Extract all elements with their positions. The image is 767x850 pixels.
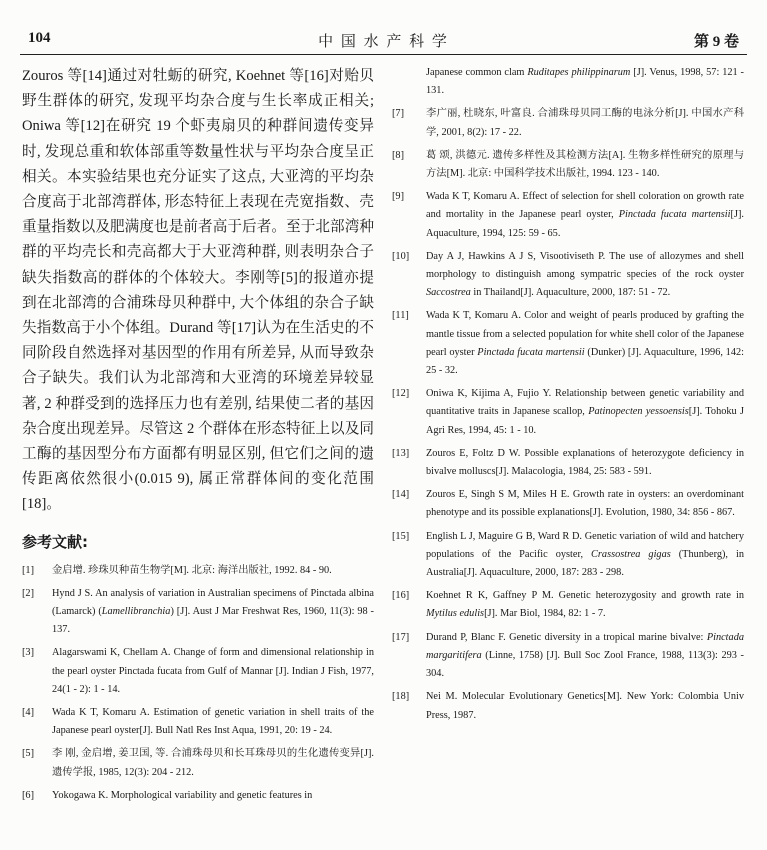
reference-text: Koehnet R K, Gaffney P M. Genetic heterozygosity and growth rate in [426, 590, 744, 602]
reference-item [392, 105, 744, 141]
reference-item [392, 307, 744, 380]
reference-item [392, 486, 744, 522]
reference-text-tail: (Thunberg), in Australia[J]. Aquaculture, 2000, 187: 283 - 298. [426, 548, 745, 579]
reference-item [392, 688, 744, 724]
reference-item [392, 629, 744, 684]
reference-number: [2] [22, 587, 35, 599]
references-list-left [22, 562, 374, 805]
reference-item [392, 587, 744, 623]
reference-text: 葛 颂, 洪德元. 遗传多样性及其检测方法[A]. 生物多样性研究的原理与方法[M]. 北京: 中国科学技术出版社, 1994. 123 - 140. [426, 149, 744, 180]
reference-italic-text: Lamellibranchia [101, 606, 171, 618]
reference-text: English L J, Maguire G B, Ward R D. Genetic variation of wild and hatchery populations of the Pacific oyster, [426, 530, 744, 560]
reference-text: Wada K T, Komaru A. Effect of selection for shell coloration on growth rate and mortality in the Japanese pearl oyster, [426, 191, 744, 221]
right-column [392, 64, 744, 730]
header-rule [20, 54, 747, 55]
reference-text: Yokogawa K. Morphological variability and genetic features in [52, 789, 313, 801]
reference-text: Hynd J S. An analysis of variation in Australian specimens of Pinctada albina (Lamarck) ( [52, 587, 374, 618]
volume-label: 第 9 卷 [693, 34, 739, 50]
reference-text: 李广丽, 杜晓东, 叶富良. 合浦珠母贝同工酶的电泳分析[J]. 中国水产科学, 2001, 8(2): 17 - 22. [426, 108, 744, 138]
reference-item [392, 445, 744, 481]
references-heading: 参考文献: [22, 532, 88, 551]
reference-item [22, 745, 374, 781]
reference-number: [8] [392, 149, 405, 161]
reference-text: 李 刚, 金启增, 姜卫国, 等. 合浦珠母贝和长耳珠母贝的生化遗传变异[J]. 遗传学报, 1985, 12(3): 204 - 212. [52, 748, 374, 778]
reference-italic-text: Patinopecten yessoensis [588, 406, 689, 418]
reference-item [22, 787, 374, 805]
reference-text-tail: [J]. Venus, 1998, 57: 121 - 131. [426, 67, 744, 97]
reference-italic-text: Mytilus edulis [426, 608, 485, 620]
reference-text-tail: [J]. Tohoku J Agri Res, 1994, 45: 1 - 10. [426, 406, 744, 436]
reference-item [392, 188, 744, 243]
reference-text: Day A J, Hawkins A J S, Visootiviseth P. The use of allozymes and shell morphology to distinguish among sympatric species of the rock oyster [426, 250, 744, 281]
reference-italic-text: Saccostrea [426, 287, 471, 299]
reference-text: Nei M. Molecular Evolutionary Genetics[M]. New York: Colombia Univ Press, 1987. [426, 691, 744, 721]
reference-item [22, 644, 374, 699]
running-header [20, 22, 747, 52]
reference-italic-text: Pinctada margaritifera [426, 631, 744, 661]
reference-number: [6] [22, 789, 35, 801]
reference-item [22, 585, 374, 640]
reference-text: Durand P, Blanc F. Genetic diversity in a tropical marine bivalve: [426, 631, 707, 643]
reference-text: Japanese common clam [426, 67, 528, 78]
reference-item [392, 385, 744, 440]
reference-number: [4] [22, 707, 35, 719]
reference-text-tail: [J]. Mar Biol, 1984, 82: 1 - 7. [484, 608, 606, 620]
reference-italic-text: Pinctada fucata martensii [618, 209, 731, 221]
reference-number: [16] [392, 590, 410, 602]
reference-text: Wada K T, Komaru A. Color and weight of pearls produced by grafting the mantle tissue from a selected population for white shell color of the Japanese pearl oyster [426, 310, 744, 358]
reference-number: [18] [392, 691, 410, 703]
reference-text: 金启增. 珍珠贝种苗生物学[M]. 北京: 海洋出版社, 1992. 84 - 90. [52, 564, 332, 576]
reference-item [392, 147, 744, 183]
reference-text-tail: in Thailand[J]. Aquaculture, 2000, 187: 51 - 72. [470, 287, 671, 299]
reference-number: [7] [392, 108, 405, 120]
reference-number: [5] [22, 748, 35, 760]
reference-text-tail: [J]. Aquaculture, 1994, 125: 59 - 65. [426, 209, 744, 239]
reference-number: [11] [392, 310, 409, 322]
reference-number: [17] [392, 631, 410, 643]
reference-item [22, 704, 374, 740]
reference-text: Zouros E, Singh S M, Miles H E. Growth rate in oysters: an overdominant phenotype and its possible explanations[J]. Evolution, 1980, 34: 856 - 867. [426, 489, 744, 519]
reference-number: [13] [392, 447, 410, 459]
reference-text: Wada K T, Komaru A. Estimation of genetic variation in shell traits of the Japanese pearl oyster[J]. Bull Natl Res Inst Aqua, 1991, 20: 19 - 24. [52, 707, 374, 737]
reference-text-tail: (Dunker) [J]. Aquaculture, 1996, 142: 25 - 32. [426, 346, 744, 377]
reference-item [392, 64, 744, 100]
reference-text: Alagarswami K, Chellam A. Change of form and dimensional relationship in the pearl oyster Pinctada fucata from Gulf of Mannar [J]. Indian J Fish, 1977, 24(1 - 2): 1 - 14. [52, 647, 374, 695]
reference-number: [10] [392, 250, 410, 262]
reference-italic-text: Crassostrea gigas [591, 548, 671, 560]
reference-text: Zouros E, Foltz D W. Possible explanations of heterozygote deficiency in bivalve molluscs[J]. Malacologia, 1984, 25: 583 - 591. [426, 447, 744, 478]
reference-item [22, 562, 374, 580]
reference-item [392, 528, 744, 583]
page-number: 104 [28, 30, 51, 46]
reference-number: [14] [392, 489, 410, 501]
reference-item [392, 248, 744, 303]
reference-text-tail: (Linne, 1758) [J]. Bull Soc Zool France, 1988, 113(3): 293 - 304. [426, 649, 744, 680]
reference-italic-text: Pinctada fucata martensii [477, 346, 585, 358]
references-list-right [392, 64, 744, 725]
reference-number: [1] [22, 564, 35, 576]
journal-title: 中 国 水 产 科 学 [318, 34, 449, 50]
reference-number: [15] [392, 530, 410, 542]
reference-text: Oniwa K, Kijima A, Fujio Y. Relationship between genetic variability and quantitative traits in Japanese scallop, [426, 388, 744, 418]
left-column [22, 64, 374, 810]
reference-number: [12] [392, 388, 410, 400]
reference-text-tail: ) [J]. Aust J Mar Freshwat Res, 1960, 11(3): 98 - 137. [52, 606, 374, 636]
reference-italic-text: Ruditapes philippinarum [527, 67, 631, 78]
body-paragraph: Zouros 等[14]通过对牡蛎的研究, Koehnet 等[16]对贻贝野生群体的研究, 发现平均杂合度与生长率成正相关; Oniwa 等[12]在研究 19 个虾夷扇贝的种群间遗传变异时, 发现总重和软体部重等数量性状与平均杂合度呈正相关。本实验结果也充分证实了这点, 大亚湾的平均杂合度高于北部湾群体, 形态特征上表现在壳宽指数、壳重量指数以及肥满度也是前者高于后者。至于北部湾种群的平均壳长和壳高都大于大亚湾种群, 则表明杂合子缺失指数高的群体的个体较大。李刚等[5]的报道亦提到在北部湾的合浦珠母贝种群中, 大个体组的杂合子缺失指数高于小个体组。Durand 等[17]认为在生活史的不同阶段自然选择对基因型的作用有所差异, 从而导致杂合子缺失。我们认为北部湾和大亚湾的环境差异较显著, 2 种群受到的选择压力也有差别, 结果使二者的基因杂合度出现差异。尽管这 2 个群体在形态特征上以及同工酶的基因型分布方面都有明显区别, 但它们之间的遗传距离依然很小(0.015 9), 属正常群体间的变化范围[18]。 [22, 68, 374, 513]
reference-number: [3] [22, 647, 35, 659]
reference-number: [9] [392, 191, 405, 203]
